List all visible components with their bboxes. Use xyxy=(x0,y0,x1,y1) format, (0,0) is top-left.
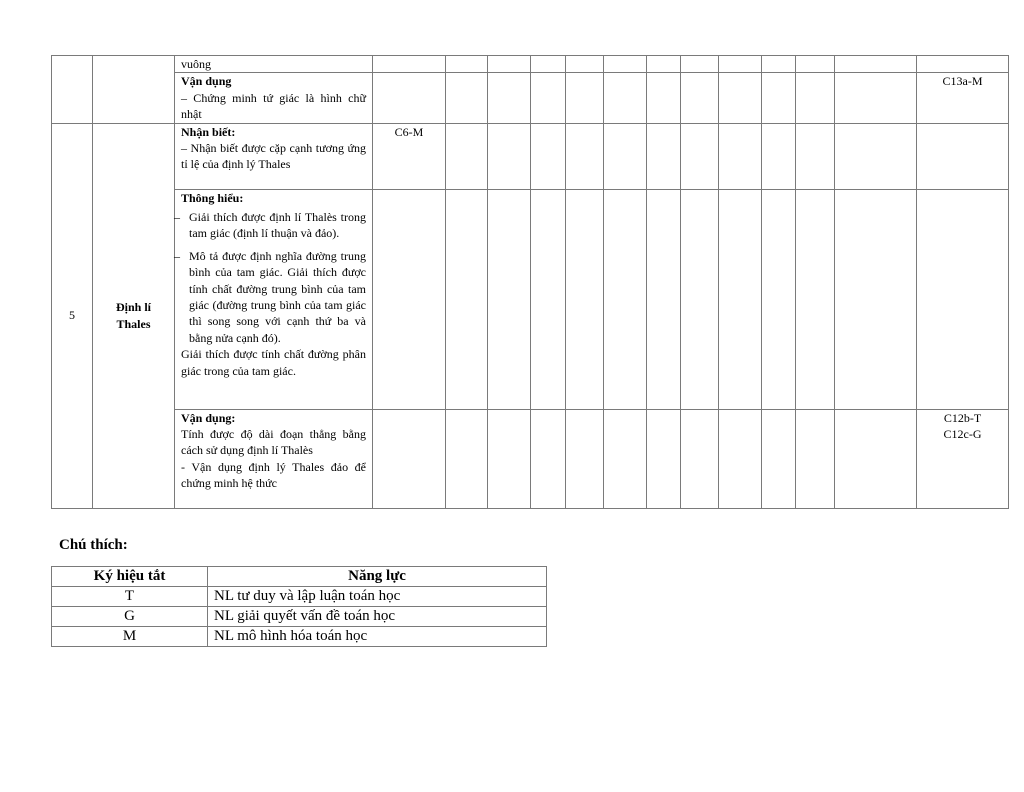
description-text: Tính được độ dài đoạn thẳng bằng cách sử dụng định lí Thalès xyxy=(181,427,366,458)
number-cell xyxy=(52,56,93,124)
table-row xyxy=(52,73,1009,123)
legend-row xyxy=(52,587,547,607)
question-code-cell xyxy=(917,409,1009,508)
legend-header-meaning: Năng lực xyxy=(208,567,547,587)
legend-row xyxy=(52,627,547,647)
legend-symbol: G xyxy=(52,607,208,627)
description-cell xyxy=(175,56,373,73)
legend-header-row xyxy=(52,567,547,587)
legend-meaning: NL giải quyết vấn đề toán học xyxy=(208,607,547,627)
table-row xyxy=(52,123,1009,189)
description-text: vuông xyxy=(181,57,211,71)
legend-meaning: NL tư duy và lập luận toán học xyxy=(208,587,547,607)
table-row xyxy=(52,409,1009,508)
level-label: Vận dụng xyxy=(181,74,232,89)
legend-symbol: M xyxy=(52,627,208,647)
assessment-matrix-table xyxy=(51,55,1009,509)
level-label: Nhận biết: xyxy=(181,124,236,139)
description-text: Giải thích được tính chất đường phân giác trong của tam giác. xyxy=(181,347,366,378)
table-row xyxy=(52,189,1009,409)
table-row xyxy=(52,56,1009,73)
level-label: Vận dụng: xyxy=(181,410,236,425)
question-code: C6-M xyxy=(394,124,424,139)
question-code: C13a-M xyxy=(942,74,983,89)
number-cell xyxy=(52,123,93,508)
description-item: – Mô tả được định nghĩa đường trung bình của tam giác. Giải thích được tính chất đường trung bình của tam giác (đường trung bình của tam giác thì song song với cạnh thứ ba và bằng nửa cạnh đó). xyxy=(181,248,366,346)
description-item: – Giải thích được định lí Thalès trong tam giác (định lí thuận và đảo). xyxy=(181,209,366,242)
description-cell xyxy=(175,189,373,409)
topic-title-line2: Thales xyxy=(116,316,151,331)
legend-header-symbol: Ký hiệu tắt xyxy=(52,567,208,587)
topic-number: 5 xyxy=(69,308,75,323)
question-code-cell xyxy=(373,123,446,189)
topic-cell xyxy=(93,123,175,508)
description-text: – Nhận biết được cặp cạnh tương ứng tỉ lệ của định lý Thales xyxy=(181,141,366,172)
description-text: - Vận dụng định lý Thales đảo để chứng minh hệ thức xyxy=(181,459,366,491)
legend-symbol: T xyxy=(52,587,208,607)
legend-table xyxy=(51,566,547,647)
description-text: – Chứng minh tứ giác là hình chữ nhật xyxy=(181,90,366,122)
legend-row xyxy=(52,607,547,627)
question-code: C12b-T xyxy=(943,410,982,425)
question-code-cell xyxy=(917,73,1009,123)
question-code: C12c-G xyxy=(943,427,982,442)
topic-cell xyxy=(93,56,175,124)
description-cell xyxy=(175,73,373,123)
description-cell xyxy=(175,123,373,189)
legend-title: Chú thích: xyxy=(59,537,128,553)
description-cell xyxy=(175,409,373,508)
topic-title-line1: Định lí xyxy=(115,300,151,315)
legend-meaning: NL mô hình hóa toán học xyxy=(208,627,547,647)
level-label: Thông hiểu: xyxy=(181,190,244,205)
